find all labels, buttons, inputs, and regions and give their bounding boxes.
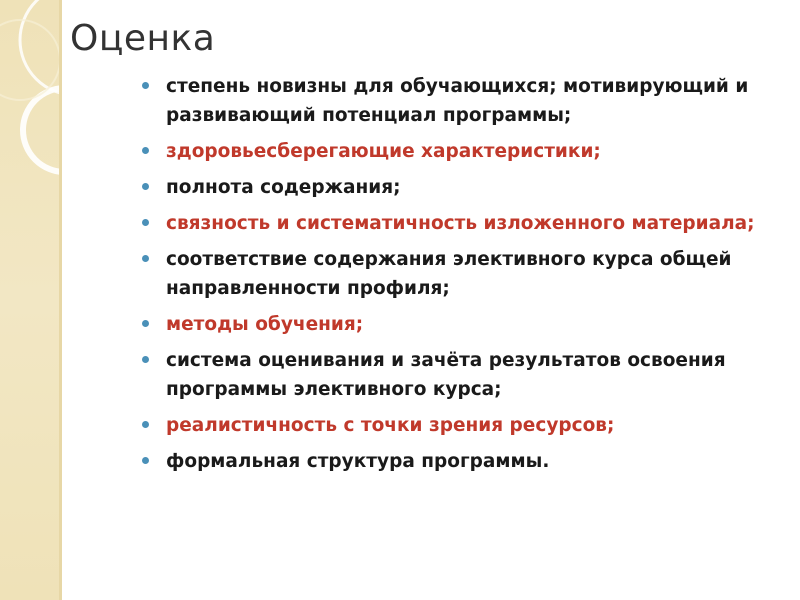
- list-item: полнота содержания;: [140, 173, 780, 202]
- bullet-icon: [142, 356, 149, 363]
- decorative-circles-icon: [0, 0, 62, 600]
- slide-title: Оценка: [70, 18, 216, 59]
- criteria-list: [140, 72, 780, 483]
- list-item: соответствие содержания элективного курса общей направленности профиля;: [140, 245, 780, 303]
- bullet-icon: [142, 255, 149, 262]
- list-item: система оценивания и зачёта результатов освоения программы элективного курса;: [140, 346, 780, 404]
- bullet-icon: [142, 147, 149, 154]
- list-item: реалистичность с точки зрения ресурсов;: [140, 411, 780, 440]
- bullet-icon: [142, 82, 149, 89]
- bullet-icon: [142, 421, 149, 428]
- list-item: здоровьесберегающие характеристики;: [140, 137, 780, 166]
- list-item: степень новизны для обучающихся; мотивирующий и развивающий потенциал программы;: [140, 72, 780, 130]
- bullet-icon: [142, 219, 149, 226]
- bullet-icon: [142, 183, 149, 190]
- list-item: связность и систематичность изложенного материала;: [140, 209, 780, 238]
- bullet-icon: [142, 457, 149, 464]
- bullet-icon: [142, 320, 149, 327]
- decorative-side-panel: [0, 0, 62, 600]
- list-item: формальная структура программы.: [140, 447, 780, 476]
- list-item: методы обучения;: [140, 310, 780, 339]
